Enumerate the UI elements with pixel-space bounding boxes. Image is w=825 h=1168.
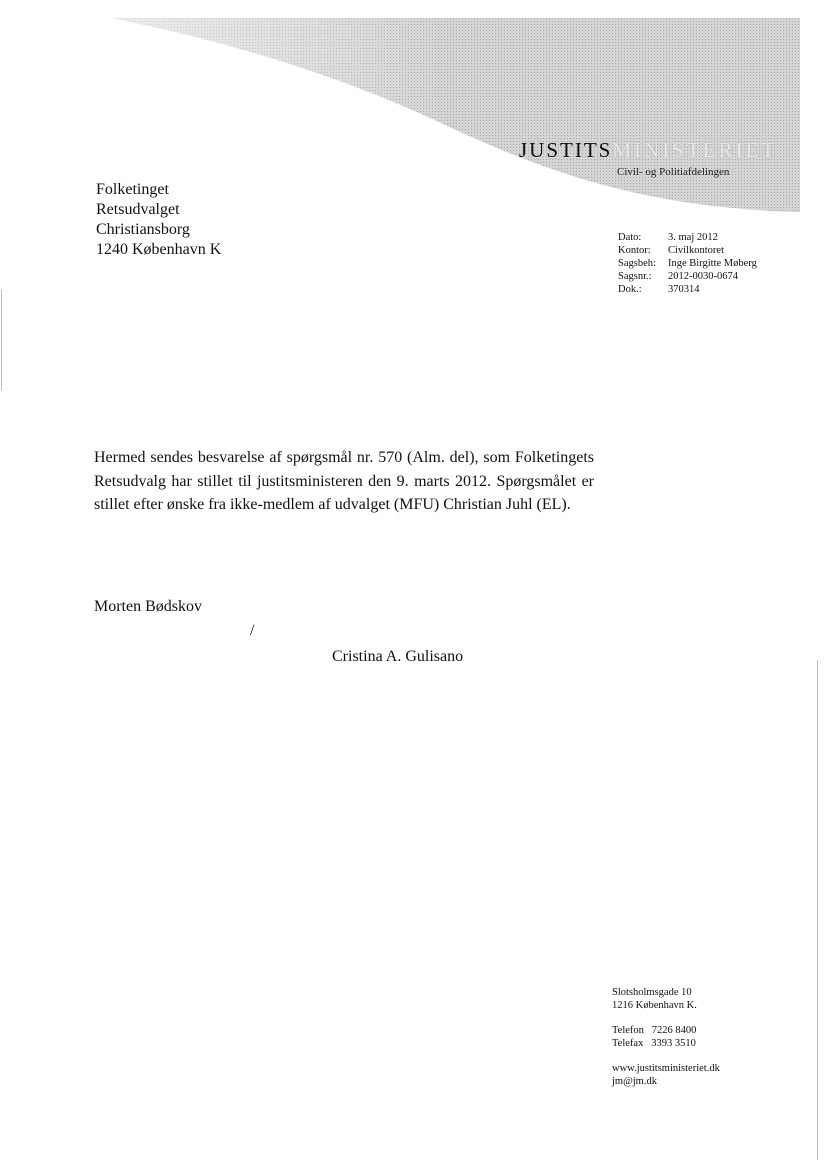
cosigner-name: Cristina A. Gulisano	[332, 648, 464, 665]
ministry-logo	[519, 138, 777, 163]
recipient-line: Christiansborg	[96, 221, 190, 238]
meta-label: Sagsnr.:	[618, 271, 652, 282]
scan-edge-left	[1, 290, 2, 390]
meta-label: Dato:	[618, 232, 642, 243]
phone-number: 7226 8400	[651, 1025, 697, 1036]
meta-row-document	[618, 283, 757, 296]
footer-fax-line	[612, 1037, 720, 1050]
meta-value: Inge Birgitte Møberg	[668, 258, 757, 269]
footer-contact	[612, 986, 720, 1088]
recipient-line: 1240 København K	[96, 241, 222, 258]
recipient-line: Folketinget	[96, 181, 169, 198]
letter-body: Hermed sendes besvarelse af spørgsmål nr. 570 (Alm. del), som Folketingets Retsudvalg har stillet til justitsministeren den 9. marts 2012. Spørgsmålet er stillet efter ønske fra ikke-medlem af udvalget (MFU) Christian Juhl (EL).	[94, 449, 594, 513]
meta-value: 370314	[668, 284, 700, 295]
meta-row-handler	[618, 257, 757, 270]
signer-name: Morten Bødskov	[94, 598, 202, 615]
meta-row-date	[618, 231, 757, 244]
meta-label: Kontor:	[618, 245, 651, 256]
recipient-line: Retsudvalget	[96, 201, 180, 218]
footer-website: www.justitsministeriet.dk	[612, 1063, 720, 1074]
meta-value: 3. maj 2012	[668, 232, 718, 243]
phone-label: Telefon	[612, 1025, 644, 1036]
scan-edge-right	[817, 660, 818, 1160]
meta-row-case-number	[618, 270, 757, 283]
logo-primary: JUSTITS	[519, 138, 613, 162]
footer-city: 1216 København K.	[612, 1000, 697, 1011]
fax-number: 3393 3510	[651, 1038, 696, 1049]
signature-separator: /	[250, 622, 255, 639]
meta-label: Sagsbeh:	[618, 258, 656, 269]
meta-row-office	[618, 244, 757, 257]
footer-street: Slotsholmsgade 10	[612, 987, 692, 998]
division-name: Civil- og Politiafdelingen	[617, 166, 730, 178]
meta-value: 2012-0030-0674	[668, 271, 738, 282]
recipient-address	[96, 180, 221, 260]
footer-phone-line	[612, 1024, 720, 1037]
case-metadata	[618, 231, 757, 296]
fax-label: Telefax	[612, 1038, 644, 1049]
logo-secondary: MINISTERIET	[612, 138, 778, 162]
meta-value: Civilkontoret	[668, 245, 724, 256]
meta-label: Dok.:	[618, 284, 642, 295]
footer-email: jm@jm.dk	[612, 1076, 657, 1087]
